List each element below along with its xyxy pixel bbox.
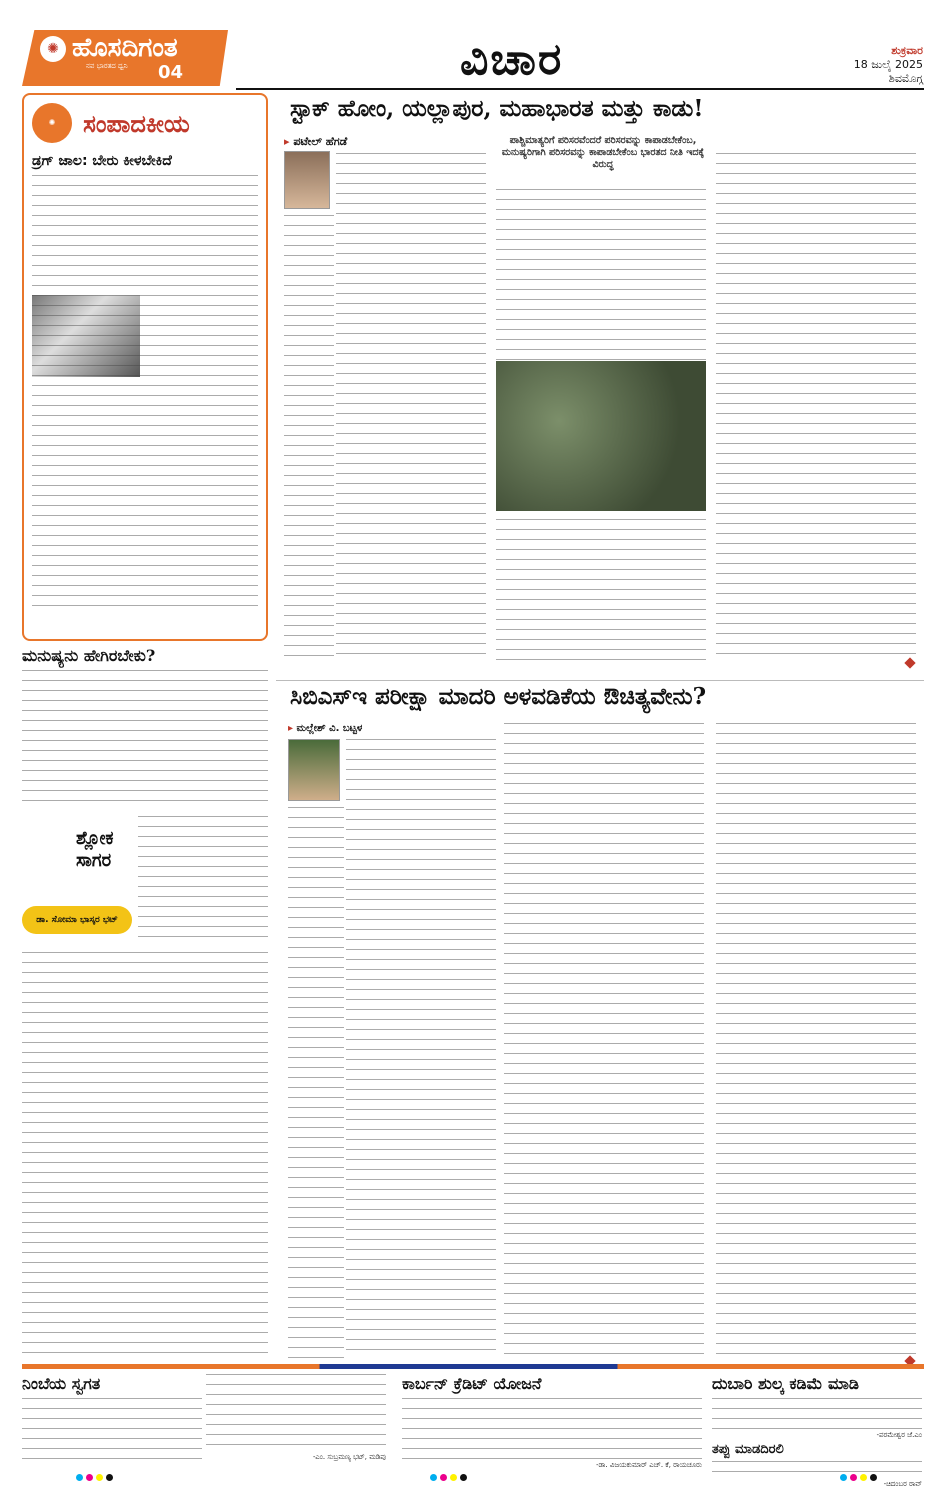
cbse-col-3-lines (716, 723, 916, 1359)
cmyk-marks-left (76, 1474, 113, 1481)
letters-color-bar (22, 1364, 924, 1369)
cbse-author (288, 723, 362, 734)
cbse-article (276, 680, 924, 1368)
letter-4-title[interactable]: ತಪ್ಪು ಮಾಡದಿರಲಿ (712, 1442, 784, 1458)
lead-author-name: ಪಟೇಲ್ ಹೆಗಡೆ (293, 135, 348, 148)
manushya-text-top-lines (22, 670, 268, 810)
cbse-col-1b-lines (288, 807, 344, 1359)
letter-2-lines (402, 1398, 702, 1460)
lead-headline[interactable]: ಸ್ಟಾಕ್ ಹೋಂ, ಯಲ್ಲಾಪುರ, ಮಹಾಭಾರತ ಮತ್ತು ಕಾಡು! (290, 95, 704, 122)
cmyk-dot (870, 1474, 877, 1481)
letter-1b (206, 1374, 386, 1474)
manushya-text-bottom (22, 952, 268, 1362)
manushya-headline[interactable]: ಮನುಷ್ಯನು ಹೇಗಿರಬೇಕು? (22, 646, 156, 665)
shloka-title: ಶ್ಲೋಕ ಸಾಗರ (76, 828, 114, 871)
manushya-text-side-lines (138, 816, 268, 946)
letter-1b-lines (206, 1374, 386, 1452)
lead-col-1b (284, 215, 334, 663)
editorial-headline[interactable]: ಡ್ರಗ್ ಜಾಲ: ಬೇರು ಕೀಳಬೇಕಿದೆ (32, 153, 172, 169)
lead-col-3-lines (716, 153, 916, 663)
lead-col-3 (716, 153, 916, 663)
cbse-headline[interactable]: ಸಿಬಿಎಸ್‌ಇ ಪರೀಕ್ಷಾ ಮಾದರಿ ಅಳವಡಿಕೆಯ ಔಚಿತ್ಯವೇನು? (290, 683, 707, 710)
letter-3-title[interactable]: ದುಬಾರಿ ಶುಲ್ಕ ಕಡಿಮೆ ಮಾಡಿ (712, 1374, 859, 1393)
letter-2-signoff: -ಡಾ. ವಿಜಯಕುಮಾರ್ ಎಚ್. ಕೆ, ರಾಯಚೂರು (596, 1461, 702, 1469)
cmyk-dot (430, 1474, 437, 1481)
author-arrow-icon: ▸ (284, 135, 294, 148)
letter-2 (402, 1374, 702, 1474)
cbse-col-1b (288, 807, 344, 1359)
letter-4-lines (712, 1461, 922, 1479)
letter-3-lines (712, 1398, 922, 1430)
lead-image (496, 361, 706, 511)
masthead (0, 0, 945, 92)
letters-section (22, 1370, 924, 1489)
cbse-author-name: ಮಲ್ಲೇಶ್ ವಿ. ಬಟ್ಟಳ (296, 723, 363, 734)
shloka-author: ಡಾ. ಸೋಮಾ ಭಾಸ್ಕರ ಭಟ್ (22, 906, 132, 934)
page-number: 04 (158, 62, 184, 83)
letter-1-lines (22, 1398, 202, 1468)
editorial-label: ಸಂಪಾದಕೀಯ (83, 108, 190, 138)
cmyk-marks-mid (430, 1474, 467, 1481)
day-label: ಶುಕ್ರವಾರ (891, 44, 923, 57)
cmyk-dot (840, 1474, 847, 1481)
manushya-article (22, 646, 268, 1366)
cbse-col-2-lines (504, 723, 704, 1359)
letter-3 (712, 1374, 922, 1489)
letter-1-signoff: -ಎಂ. ಸುಬ್ರಮಣ್ಯ ಭಟ್, ಮಡಿಪು (312, 1453, 386, 1461)
cmyk-dot (860, 1474, 867, 1481)
date-label: 18 ಜುಲೈ 2025 (853, 58, 923, 71)
letter-1 (22, 1374, 202, 1474)
lead-story (276, 93, 924, 675)
editorial-text-lines (32, 175, 258, 615)
cbse-col-3 (716, 723, 916, 1359)
cbse-col-1-lines (346, 739, 496, 1359)
date-box (854, 44, 923, 86)
cmyk-dot (96, 1474, 103, 1481)
cmyk-dot (460, 1474, 467, 1481)
cbse-author-photo (288, 739, 340, 801)
cbse-col-2 (504, 723, 704, 1359)
cmyk-dot (450, 1474, 457, 1481)
manushya-text-side (138, 816, 268, 946)
lead-author (284, 135, 347, 149)
lead-col-1-lines (336, 153, 486, 663)
lead-pullquote: ಪಾಶ್ಚಿಮಾತ್ಯರಿಗೆ ಪರಿಸರವೆಂದರೆ ಪರಿಸರವನ್ನು ಕಾಪಾಡಬೇಕೆಂಬ, ಮನುಷ್ಯರಿಗಾಗಿ ಪರಿಸರವನ್ನು ಕಾಪಾಡಬೇಕೆಂಬ ಭಾರತದ ನೀತಿ ಇದಕ್ಕೆ ವಿರುದ್ಧ (501, 135, 705, 170)
cbse-col-1 (346, 739, 496, 1359)
lead-col-1 (336, 153, 486, 663)
author-arrow-icon: ▸ (288, 723, 297, 734)
emblem-icon: ✺ (40, 36, 66, 62)
author-photo (284, 151, 330, 209)
letter-4-signoff: -ಚಿದಂಬರ ರಾವ್ (883, 1480, 922, 1489)
lead-col-1b-lines (284, 215, 334, 663)
cmyk-dot (86, 1474, 93, 1481)
editorial-box (22, 93, 268, 641)
city-label: ಶಿವಮೊಗ್ಗ (888, 72, 923, 85)
editorial-logo-icon: ✺ (32, 103, 72, 143)
cmyk-dot (440, 1474, 447, 1481)
cmyk-marks-right (840, 1474, 877, 1481)
editorial-body (32, 175, 258, 615)
shloka-sagara (22, 816, 132, 946)
manushya-text-top (22, 670, 268, 810)
manushya-text-bottom-lines (22, 952, 268, 1362)
top-rule (236, 88, 924, 90)
section-title: ವಿಚಾರ (460, 34, 564, 85)
cmyk-dot (76, 1474, 83, 1481)
cmyk-dot (106, 1474, 113, 1481)
paper-logo[interactable]: ಹೊಸದಿಗಂತ (72, 33, 178, 63)
letter-1-title[interactable]: ನಿಂಬೆಯ ಸ್ವಗತ (22, 1374, 101, 1393)
paper-tagline: ನವ ಭಾರತದ ಧ್ವನಿ (86, 62, 128, 70)
letter-2-title[interactable]: ಕಾರ್ಬನ್ ಕ್ರೆಡಿಟ್ ಯೋಜನೆ (402, 1374, 542, 1393)
cmyk-dot (850, 1474, 857, 1481)
letter-3-signoff: -ಪರಮೇಶ್ವರ ಜೆ.ಎಂ (876, 1431, 922, 1439)
